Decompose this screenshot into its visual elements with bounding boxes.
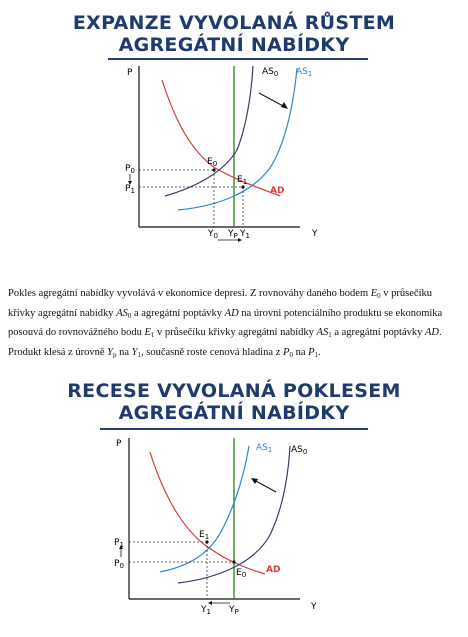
figure1-y0-label: $Y_0$ [208, 229, 218, 240]
figure2-title-line1: RECESE VYVOLANÁ POKLESEM [67, 380, 401, 402]
figure2-title-rule [100, 428, 368, 430]
figure2-ad-curve [150, 452, 265, 574]
figure2-title [0, 380, 468, 424]
figure1-y1-label: $Y_1$ [240, 229, 250, 240]
figure1-title-line2: AGREGÁTNÍ NABÍDKY [118, 34, 350, 56]
figure2-ad-label: AD [266, 565, 281, 575]
figure2-y-change-arrowhead [208, 601, 212, 605]
figure1-as0-label: $AS_0$ [262, 67, 279, 78]
figure2-shift-arrowhead [251, 478, 258, 484]
figure2-title-line2: AGREGÁTNÍ NABÍDKY [118, 402, 350, 424]
figure1-p0-label: $P_0$ [125, 164, 135, 175]
figure2-as1-label: $AS_1$ [256, 443, 273, 454]
figure2-shift-arrow [254, 480, 276, 492]
figure2-as1-curve [160, 446, 249, 572]
figure2-e1-label: $E_1$ [199, 530, 210, 541]
figure2-as0-label: $AS_0$ [291, 445, 308, 456]
figure2-axis-x-label: Y [311, 602, 317, 612]
figure2-y1-label: $Y_1$ [201, 605, 211, 616]
figure2-axis-y-label: P [116, 439, 122, 449]
figure2-e0-label: $E_0$ [236, 568, 247, 579]
figure2-e0-point [232, 560, 235, 563]
figure1-yp-label: $Y_P$ [228, 229, 238, 240]
figure1-e0-label: $E_0$ [207, 157, 218, 168]
explanation-paragraph: Pokles agregátní nabídky vyvolává v ekonomice depresi. Z rovnováhy daného bodem $E_0$ v průsečíku křivky agregátní nabídky $AS_0$ a agregátní poptávky AD na úrovni potenciálního produktu se ekonomika posouvá do rovnovážného bodu $E_1$ v průsečíku křivky agregátní nabídky $AS_1$ a agregátní poptávky AD. Produkt klesá z úrovně $Y_p$ na $Y_1$, současně roste cenová hladina z $P_0$ na $P_1$. [8, 288, 443, 359]
figure1-as1-label: $AS_1$ [296, 67, 313, 78]
figure2-p0-label: $P_0$ [114, 559, 124, 570]
figure2-p1-label: $P_1$ [114, 538, 124, 549]
figure1-axis-y-label: P [127, 68, 133, 78]
figure2-yp-label: $Y_P$ [229, 605, 239, 616]
figure1-p1-label: $P_1$ [125, 184, 135, 195]
figure1-e1-label: $E_1$ [237, 175, 248, 186]
figure1-title-line1: EXPANZE VYVOLANÁ RŮSTEM [72, 12, 396, 34]
figure1-ad-label: AD [270, 186, 285, 196]
figure1-axis-x-label: Y [312, 229, 318, 239]
